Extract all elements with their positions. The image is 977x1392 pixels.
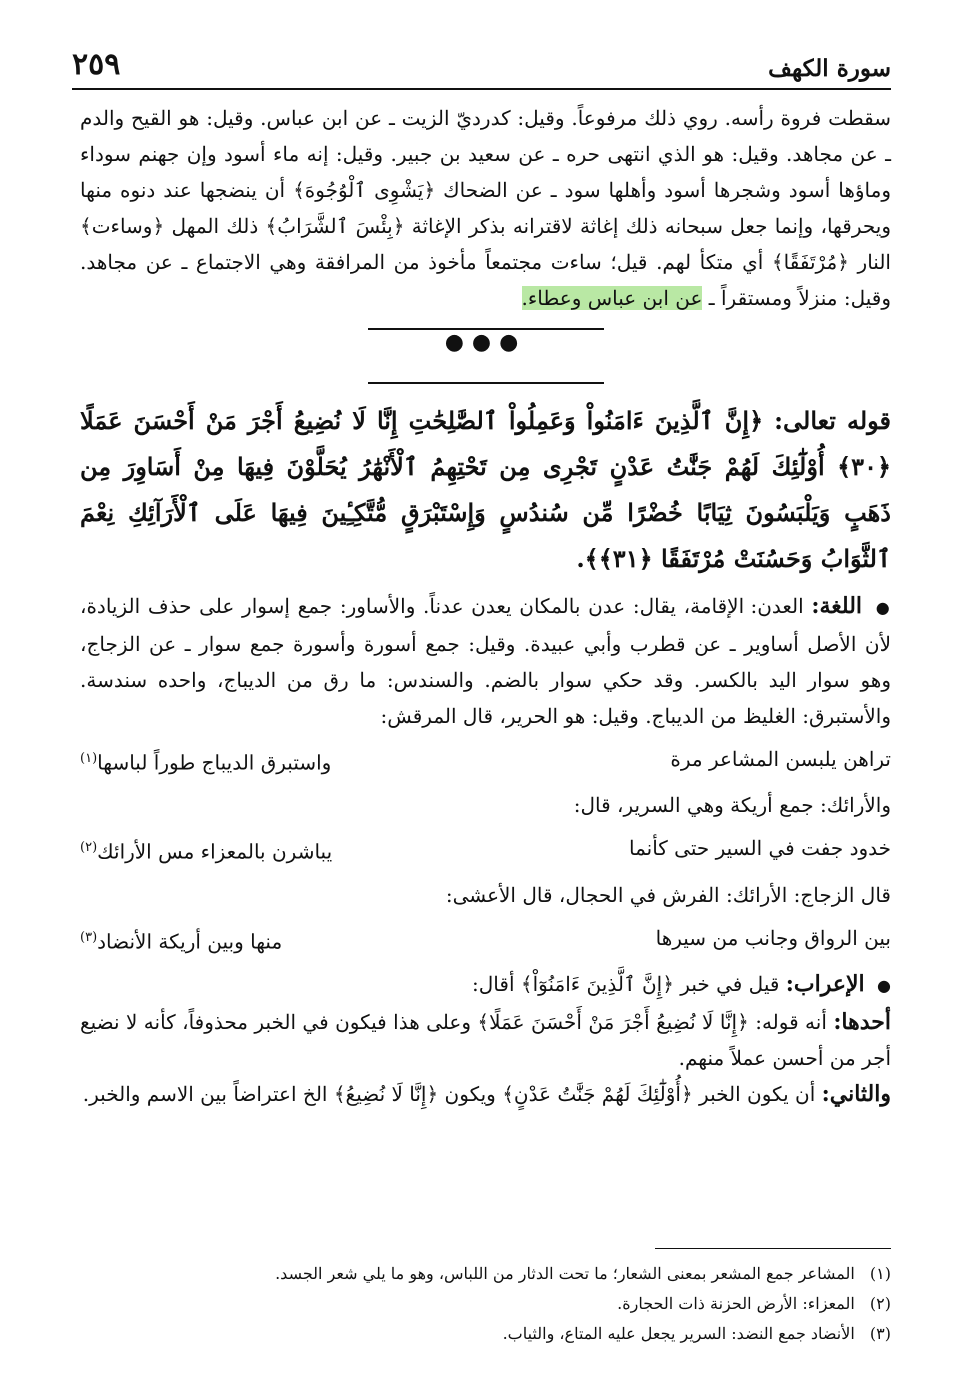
hemistich-left: يباشرن بالمعزاء مس الأرائك xyxy=(97,839,333,864)
section-text: العدن: الإقامة، يقال: عدن بالمكان يعدن عدناً. والأساور: جمع إسوار على حذف الزيادة، لأن الأصل أساوير ـ عن قطرب وأبي عبيدة. وقيل: جمع أسورة وأسورة جمع سوار ـ عن الزجاج، وهو سوار اليد بالكسر. وقد حكي سوار بالضم. والسندس: ما رق من الديباج، واحده سندسة. والأستبرق: الغليظ من الديباج. وقيل: هو الحرير، قال المرقش: xyxy=(80,594,891,728)
hemistich-right: خدود جفت في السير حتى كأنما xyxy=(628,836,891,861)
hemistich-right: بين الرواق وجانب من سيرها xyxy=(655,925,891,950)
separator-dots: ●●● xyxy=(444,330,527,355)
footnote-number: (٣) xyxy=(869,1324,891,1343)
section-label: اللغة: xyxy=(811,593,863,619)
page-number: ٢٥٩ xyxy=(72,47,121,82)
bullet-icon: ● xyxy=(875,597,892,617)
poem-verse xyxy=(80,740,891,782)
section-label: الإعراب: xyxy=(785,971,865,998)
first-opinion xyxy=(80,1004,891,1076)
zajjaj-line: قال الزجاج: الأرائك: الفرش في الحجال، قال الأعشى: xyxy=(445,882,891,907)
footnote xyxy=(72,1262,891,1286)
footnote-number: (٢) xyxy=(869,1294,891,1313)
commentary-text: سقطت فروة رأسه. روي ذلك مرفوعاً. وقيل: كدرديّ الزيت ـ عن ابن عباس. وقيل: هو القيح والدم ـ عن مجاهد. وقيل: هو الذي انتهى حره ـ عن سعيد بن جبير. وقيل: إنه ماء أسود وإن جهنم سوداء وماؤها أسود وشجرها أسود وأهلها سود ـ عن الضحاك ﴿يَشْوِى ٱلْوُجُوهَ﴾ أن ينضجها عند دنوه منها ويحرقها، وإنما جعل سبحانه ذلك إغاثة لاقترانه بذكر الإغاثة ﴿بِئْسَ ٱلشَّرَابُ﴾ ذلك المهل ﴿وساءت﴾ النار ﴿مُرْتَفَقًا﴾ أي متكأ لهم. قيل؛ ساءت مجتمعاً مأخوذ من المرافقة وهي الاجتماع ـ عن مجاهد. وقيل: منزلاً ومستقراً ـ xyxy=(80,106,892,310)
hemistich-left: منها وبين أريكة الأنضاد xyxy=(97,929,283,954)
opinion-text: أن يكون الخبر ﴿أُوْلَٰٓئِكَ لَهُمْ جَنَّٰتُ عَدْنٍ﴾ ويكون ﴿إِنَّا لَا نُضِيعُ﴾ الخ اعتراضاً بين الاسم والخبر. xyxy=(82,1081,816,1106)
lugha-section xyxy=(80,588,891,734)
bullet-icon: ● xyxy=(877,975,891,995)
footnote-ref: (٣) xyxy=(80,929,98,945)
commentary-paragraph xyxy=(80,100,891,316)
opinion-label: والثاني: xyxy=(821,1080,891,1107)
page-header xyxy=(72,40,891,90)
poem-verse xyxy=(80,919,891,961)
footnote-ref: (١) xyxy=(80,750,98,766)
surah-title: سورة الكهف xyxy=(768,55,891,82)
highlighted-text: عن ابن عباس وعطاء. xyxy=(521,286,703,310)
footnote-number: (١) xyxy=(869,1264,891,1283)
footnote-ref: (٢) xyxy=(80,840,98,856)
footnote xyxy=(72,1322,891,1346)
second-opinion xyxy=(80,1076,891,1112)
irab-section xyxy=(80,966,891,1004)
footnote-text: المشاعر جمع المشعر بمعنى الشعار؛ ما تحت الدثار من اللباس، وهو ما يلي شعر الجسد. xyxy=(275,1264,855,1283)
poem-verse xyxy=(80,829,891,871)
hemistich-right: تراهن يلبسن المشاعر مرة xyxy=(670,746,891,771)
opinion-label: أحدها: xyxy=(833,1008,891,1035)
hemistich-left: واستبرق الديباج طوراً لباسها xyxy=(97,750,332,775)
footnote xyxy=(72,1292,891,1316)
section-text: قيل في خبر ﴿إِنَّ ٱلَّذِينَ ءَامَنُوٓاْ﴾ أقال: xyxy=(472,972,780,997)
footnote-text: المعزاء: الأرض الحزنة ذات الحجارة. xyxy=(617,1294,855,1313)
quran-verse xyxy=(80,398,891,582)
opinion-text: أنه قوله: ﴿إِنَّا لَا نُضِيعُ أَجْرَ مَنْ أَحْسَنَ عَمَلًا﴾ وعلى هذا فيكون في الخبر محذوفاً، كأنه لا نضيع أجر من أحسن عملاً منهم. xyxy=(80,1009,891,1070)
footnote-rule xyxy=(655,1248,891,1249)
verse-text: ﴿إِنَّ ٱلَّذِينَ ءَامَنُواْ وَعَمِلُواْ ٱلصَّٰلِحَٰتِ إِنَّا لَا نُضِيعُ أَجْرَ مَنْ أَحْسَنَ عَمَلًا ﴿٣٠﴾ أُوْلَٰٓئِكَ لَهُمْ جَنَّٰتُ عَدْنٍ تَجْرِى مِن تَحْتِهِمُ ٱلْأَنْهَٰرُ يُحَلَّوْنَ فِيهَا مِنْ أَسَاوِرَ مِن ذَهَبٍ وَيَلْبَسُونَ ثِيَابًا خُضْرًا مِّن سُندُسٍ وَإِسْتَبْرَقٍ مُّتَّكِـِٔينَ فِيهَا عَلَى ٱلْأَرَآئِكِ نِعْمَ ٱلثَّوَابُ وَحَسُنَتْ مُرْتَفَقًا ﴿٣١﴾﴾. xyxy=(80,406,892,573)
footnote-text: الأنضاد جمع النضد: السرير يجعل عليه المتاع، والثياب. xyxy=(502,1324,855,1343)
araik-line: والأرائك: جمع أريكة وهي السرير، قال: xyxy=(573,793,891,818)
page-content xyxy=(80,100,891,1112)
verse-lead: قوله تعالى: xyxy=(774,406,891,435)
separator-line xyxy=(368,382,604,384)
